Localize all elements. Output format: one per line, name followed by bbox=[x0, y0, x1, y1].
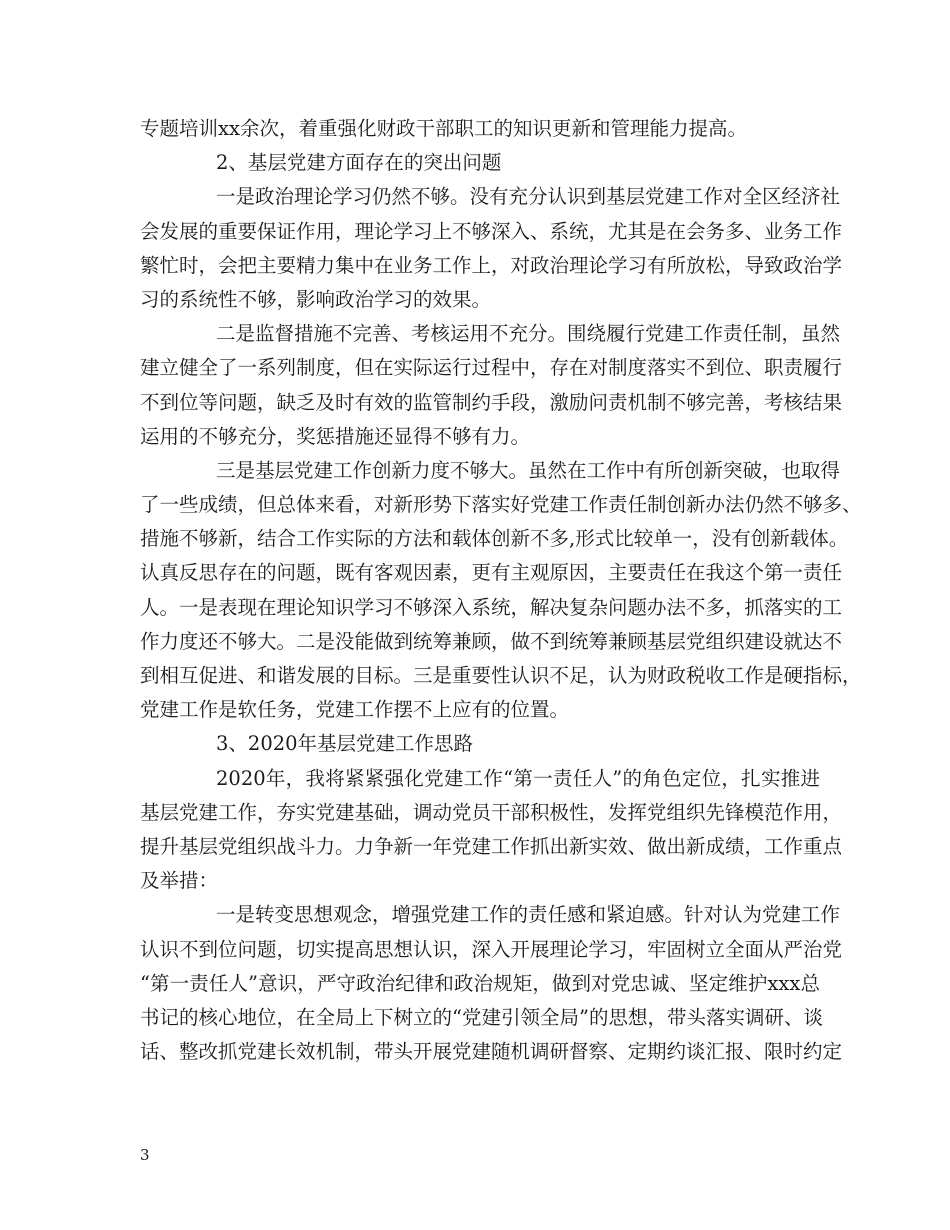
text-line: 一是政治理论学习仍然不够。没有充分认识到基层党建工作对全区经济社 bbox=[216, 185, 841, 209]
text-line: 运用的不够充分，奖惩措施还显得不够有力。 bbox=[140, 424, 531, 448]
text-line: 措施不够新，结合工作实际的方法和载体创新不多,形式比较单一，没有创新载体。 bbox=[140, 527, 849, 551]
text-line: 一是转变思想观念，增强党建工作的责任感和紧迫感。针对认为党建工作 bbox=[216, 903, 841, 927]
text-line: 作力度还不够大。二是没能做到统筹兼顾，做不到统筹兼顾基层党组织建设就达不 bbox=[140, 629, 843, 653]
text-line: 人。一是表现在理论知识学习不够深入系统，解决复杂问题办法不多，抓落实的工 bbox=[140, 595, 843, 619]
text-line: 话、整改抓党建长效机制，带头开展党建随机调研督察、定期约谈汇报、限时约定 bbox=[140, 1040, 843, 1064]
body-text bbox=[140, 112, 862, 1069]
text-line: 及举措： bbox=[140, 869, 219, 893]
text-line: 习的系统性不够，影响政治学习的效果。 bbox=[140, 287, 492, 311]
text-line: 到相互促进、和谐发展的目标。三是重要性认识不足，认为财政税收工作是硬指标， bbox=[140, 664, 862, 687]
text-line: 三是基层党建工作创新力度不够大。虽然在工作中有所创新突破，也取得 bbox=[216, 458, 841, 482]
text-line: 书记的核心地位，在全局上下树立的“党建引领全局”的思想，带头落实调研、谈 bbox=[140, 1005, 823, 1029]
text-line: 会发展的重要保证作用，理论学习上不够深入、系统，尤其是在会务多、业务工作 bbox=[140, 219, 843, 243]
text-line: 3、2020年基层党建工作思路 bbox=[216, 732, 474, 756]
text-line: 2020年，我将紧紧强化党建工作“第一责任人”的角色定位，扎实推进 bbox=[216, 766, 820, 790]
text-line: 认识不到位问题，切实提高思想认识，深入开展理论学习，牢固树立全面从严治党 bbox=[140, 937, 843, 961]
text-line: “第一责任人”意识，严守政治纪律和政治规矩，做到对党忠诚、坚定维护xxx总 bbox=[140, 971, 820, 995]
text-line: 认真反思存在的问题，既有客观因素，更有主观原因，主要责任在我这个第一责任 bbox=[140, 561, 843, 585]
text-line: 党建工作是软任务，党建工作摆不上应有的位置。 bbox=[140, 698, 570, 722]
text-line: 二是监督措施不完善、考核运用不充分。围绕履行党建工作责任制，虽然 bbox=[216, 322, 841, 346]
text-line: 了一些成绩，但总体来看，对新形势下落实好党建工作责任制创新办法仍然不够多、 bbox=[140, 493, 862, 517]
text-line: 提升基层党组织战斗力。力争新一年党建工作抓出新实效、做出新成绩，工作重点 bbox=[140, 834, 843, 858]
text-line: 不到位等问题，缺乏及时有效的监管制约手段，激励问责机制不够完善，考核结果 bbox=[140, 390, 843, 414]
text-line: 建立健全了一系列制度，但在实际运行过程中，存在对制度落实不到位、职责履行 bbox=[140, 356, 843, 380]
page-number: 3 bbox=[140, 1146, 150, 1164]
text-line: 专题培训xx余次，着重强化财政干部职工的知识更新和管理能力提高。 bbox=[140, 117, 747, 140]
text-line: 繁忙时，会把主要精力集中在业务工作上，对政治理论学习有所放松，导致政治学 bbox=[140, 253, 843, 277]
text-line: 基层党建工作，夯实党建基础，调动党员干部积极性，发挥党组织先锋模范作用， bbox=[140, 800, 843, 824]
text-line: 2、基层党建方面存在的突出问题 bbox=[216, 151, 502, 175]
